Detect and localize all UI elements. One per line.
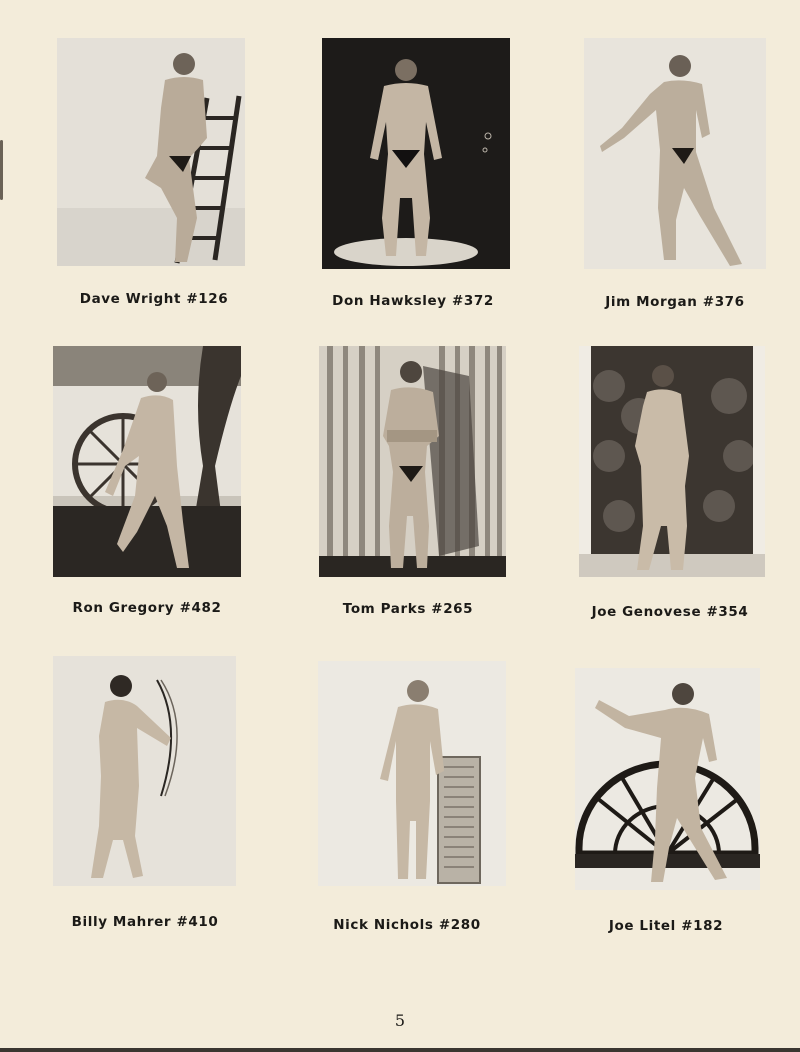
model-number: #410: [176, 914, 219, 930]
caption-tom-parks: [288, 601, 528, 617]
caption-dave-wright: [34, 291, 274, 307]
model-number: #126: [186, 291, 229, 307]
caption-joe-litel: [546, 918, 786, 934]
model-name: Ron Gregory: [72, 600, 175, 616]
page-edge-mark: [0, 140, 3, 200]
photo-image: [575, 668, 760, 890]
model-number: #372: [451, 293, 494, 309]
model-name: Jim Morgan: [605, 294, 698, 310]
photo-image: [584, 38, 766, 269]
photo-nick-nichols: [318, 661, 506, 886]
photo-image: [322, 38, 510, 269]
photo-don-hawksley: [322, 38, 510, 269]
model-number: #376: [702, 294, 745, 310]
photo-dave-wright: [57, 38, 245, 266]
photo-image: [53, 346, 241, 577]
model-name: Tom Parks: [342, 601, 426, 617]
photo-tom-parks: [319, 346, 506, 577]
caption-joe-genovese: [550, 604, 790, 620]
model-number: #182: [681, 918, 724, 934]
model-name: Joe Litel: [608, 918, 676, 934]
model-name: Joe Genovese: [591, 604, 702, 620]
model-name: Nick Nichols: [333, 917, 434, 933]
photo-billy-mahrer: [53, 656, 236, 886]
photo-image: [319, 346, 506, 577]
page-bottom-edge: [0, 1048, 800, 1052]
model-name: Billy Mahrer: [71, 914, 172, 930]
photo-ron-gregory: [53, 346, 241, 577]
caption-jim-morgan: [555, 294, 795, 310]
photo-joe-genovese: [579, 346, 765, 577]
photo-image: [318, 661, 506, 886]
caption-ron-gregory: [27, 600, 267, 616]
model-number: #482: [179, 600, 222, 616]
photo-image: [579, 346, 765, 577]
photo-jim-morgan: [584, 38, 766, 269]
model-name: Dave Wright: [79, 291, 182, 307]
photo-image: [53, 656, 236, 886]
model-number: #280: [438, 917, 481, 933]
model-number: #265: [431, 601, 474, 617]
page-number: 5: [394, 1011, 406, 1030]
caption-billy-mahrer: [25, 914, 265, 930]
model-name: Don Hawksley: [332, 293, 447, 309]
photo-image: [57, 38, 245, 266]
photo-joe-litel: [575, 668, 760, 890]
caption-don-hawksley: [293, 293, 533, 309]
caption-nick-nichols: [287, 917, 527, 933]
model-number: #354: [706, 604, 749, 620]
